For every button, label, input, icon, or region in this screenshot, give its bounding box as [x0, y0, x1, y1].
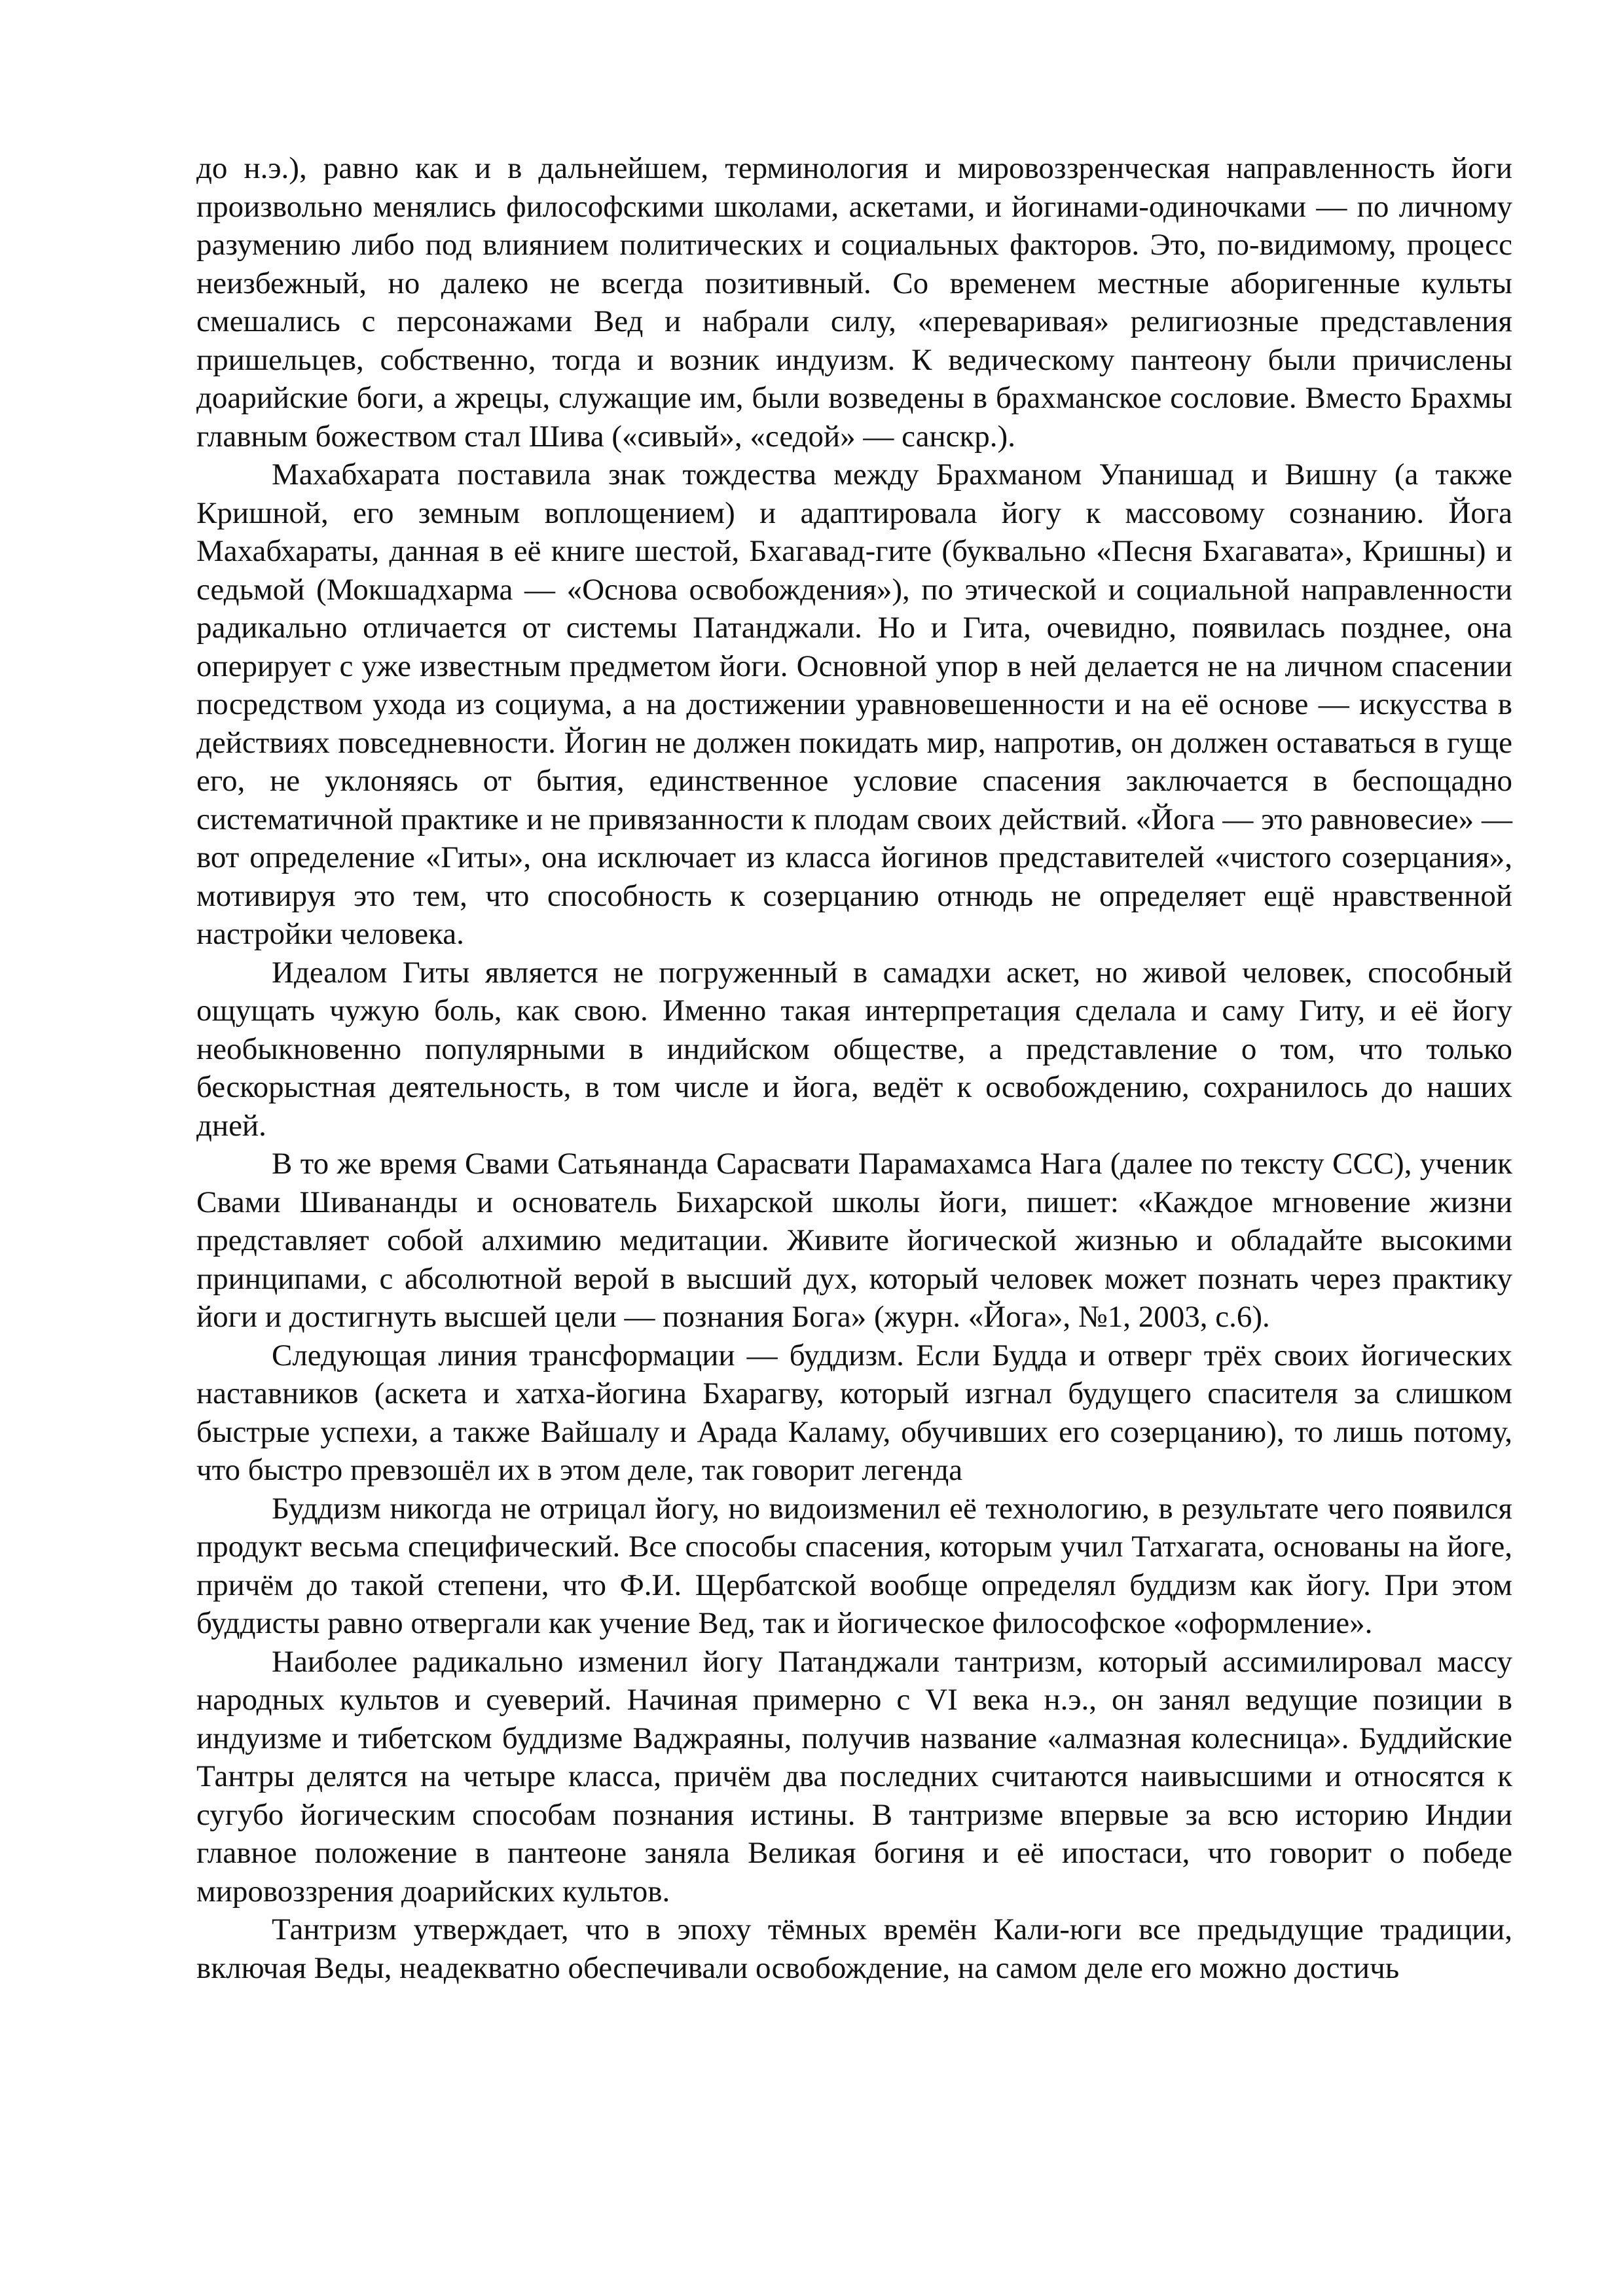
paragraph-buddhism-line: Следующая линия трансформации — буддизм. Если Будда и отверг трёх своих йогических наставников (аскета и хатха-йогина Бхарагву, который изгнал будущего спасителя за слишком быстрые успехи, а также Вайшалу и Арада Каламу, обучивших его созерцанию), то лишь потому, что быстро превзошёл их в этом деле, так говорит легенда: [196, 1338, 1512, 1487]
paragraph-tantrism-claim: Тантризм утверждает, что в эпоху тёмных времён Кали-юги все предыдущие традиции, включая Веды, неадекватно обеспечивали освобождение, на самом деле его можно достичь: [196, 1912, 1512, 1985]
document-page: [196, 149, 1512, 1987]
paragraph-satyananda-quote: В то же время Свами Сатьянанда Сарасвати Парамахамса Нага (далее по тексту ССС), ученик Свами Шивананды и основатель Бихарской школы йоги, пишет: «Каждое мгновение жизни представляет собой алхимию медитации. Живите йогической жизнью и обладайте высокими принципами, с абсолютной верой в высший дух, который человек может познать через практику йоги и достигнуть высшей цели — познания Бога» (журн. «Йога», №1, 2003, с.6).: [196, 1147, 1512, 1334]
paragraph-continuation: до н.э.), равно как и в дальнейшем, терминология и мировоззренческая направленность йоги произвольно менялись философскими школами, аскетами, и йогинами-одиночками — по личному разумению либо под влиянием политических и социальных факторов. Это, по-видимому, процесс неизбежный, но далеко не всегда позитивный. Со временем местные аборигенные культы смешались с персонажами Вед и набрали силу, «переваривая» религиозные представления пришельцев, собственно, тогда и возник индуизм. К ведическому пантеону были причислены доарийские боги, а жрецы, служащие им, были возведены в брахманское сословие. Вместо Брахмы главным божеством стал Шива («сивый», «седой» — санскр.).: [196, 151, 1512, 454]
paragraph-tantrism: Наиболее радикально изменил йогу Патанджали тантризм, который ассимилировал массу народных культов и суеверий. Начиная примерно с VI века н.э., он занял ведущие позиции в индуизме и тибетском буддизме Ваджраяны, получив название «алмазная колесница». Буддийские Тантры делятся на четыре класса, причём два последних считаются наивысшими и относятся к сугубо йогическим способам познания истины. В тантризме впервые за всю историю Индии главное положение в пантеоне заняла Великая богиня и её ипостаси, что говорит о победе мировоззрения доарийских культов.: [196, 1644, 1512, 1909]
paragraph-gita-ideal: Идеалом Гиты является не погруженный в самадхи аскет, но живой человек, способный ощущать чужую боль, как свою. Именно такая интерпретация сделала и саму Гиту, и её йогу необыкновенно популярными в индийском обществе, а представление о том, что только бескорыстная деятельность, в том числе и йога, ведёт к освобождению, сохранилось до наших дней.: [196, 955, 1512, 1143]
paragraph-buddhism-technology: Буддизм никогда не отрицал йогу, но видоизменил её технологию, в результате чего появился продукт весьма специфический. Все способы спасения, которым учил Татхагата, основаны на йоге, причём до такой степени, что Ф.И. Щербатской вообще определял буддизм как йогу. При этом буддисты равно отвергали как учение Вед, так и йогическое философское «оформление».: [196, 1491, 1512, 1640]
paragraph-mahabharata: Махабхарата поставила знак тождества между Брахманом Упанишад и Вишну (а также Кришной, его земным воплощением) и адаптировала йогу к массовому сознанию. Йога Махабхараты, данная в её книге шестой, Бхагавад-гите (буквально «Песня Бхагавата», Кришны) и седьмой (Мокшадхарма — «Основа освобождения»), по этической и социальной направленности радикально отличается от системы Патанджали. Но и Гита, очевидно, появилась позднее, она оперирует с уже известным предметом йоги. Основной упор в ней делается не на личном спасении посредством ухода из социума, а на достижении уравновешенности и на её основе — искусства в действиях повседневности. Йогин не должен покидать мир, напротив, он должен оставаться в гуще его, не уклоняясь от бытия, единственное условие спасения заключается в беспощадно систематичной практике и не привязанности к плодам своих действий. «Йога — это равновесие» — вот определение «Гиты», она исключает из класса йогинов представителей «чистого созерцания», мотивируя это тем, что способность к созерцанию отнюдь не определяет ещё нравственной настройки человека.: [196, 457, 1512, 951]
